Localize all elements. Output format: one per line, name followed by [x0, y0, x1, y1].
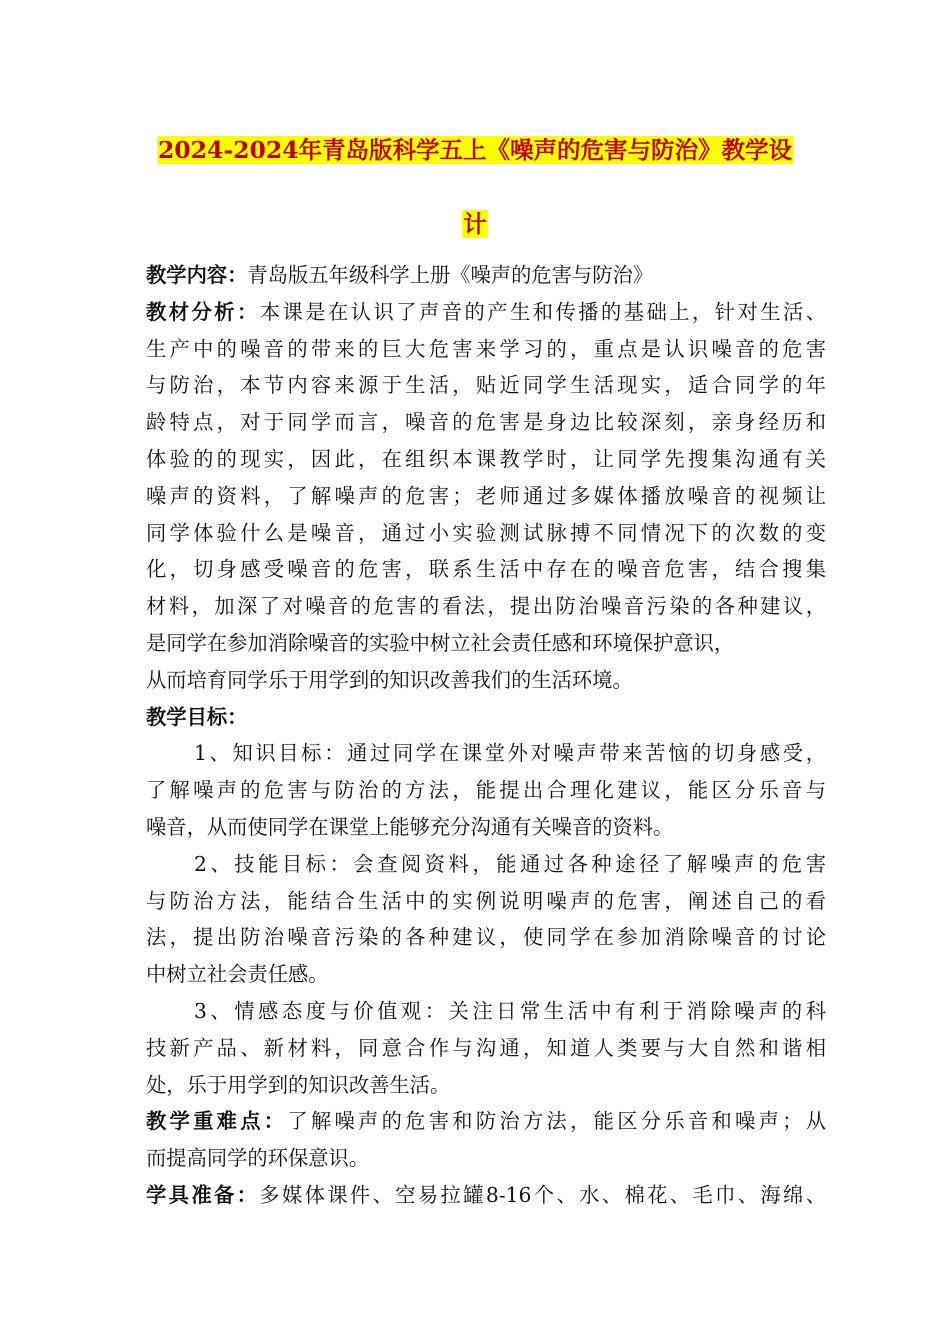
materials-line [146, 1177, 826, 1214]
analysis-line [146, 294, 826, 331]
analysis-line: 龄特点，对于同学而言，噪音的危害是身边比较深刻，亲身经历和 [146, 410, 826, 435]
teaching-content-text: 青岛版五年级科学上册《噪声的危害与防治》 [247, 263, 654, 287]
skill-goal-line: 与防治方法，能结合生活中的实例说明噪声的危害，阐述自己的看 [146, 888, 826, 913]
materials-text: 多媒体课件、空易拉罐8-16个、水、棉花、毛巾、海绵、 [259, 1182, 826, 1207]
analysis-line: 同学体验什么是噪音，通过小实验测试脉搏不同情况下的次数的变 [146, 520, 826, 545]
analysis-line: 体验的的现实，因此，在组织本课教学时，让同学先搜集沟通有关 [146, 446, 826, 471]
analysis-line: 噪声的资料，了解噪声的危害；老师通过多媒体播放噪音的视频让 [146, 483, 826, 508]
analysis-line: 材料，加深了对噪音的危害的看法，提出防治噪音污染的各种建议， [146, 594, 826, 619]
keypoints-line [146, 1103, 826, 1140]
attitude-goal-line: 3、情感态度与价值观：关注日常生活中有利于消除噪声的科 [194, 998, 826, 1023]
keypoints-line: 而提高同学的环保意识。 [146, 1146, 370, 1171]
analysis-line: 化，切身感受噪音的危害，联系生活中存在的噪音危害，结合搜集 [146, 557, 826, 582]
goals-label: 教学目标： [146, 704, 248, 729]
document-title-continued [0, 207, 950, 241]
analysis-line: 与防治，本节内容来源于生活，贴近同学生活现实，适合同学的年 [146, 373, 826, 398]
document-title [0, 133, 950, 167]
teaching-content-label: 教学内容： [146, 263, 248, 287]
title-line-2: 计 [463, 210, 487, 238]
analysis-line: 生产中的噪音的带来的巨大危害来学习的，重点是认识噪音的危害 [146, 336, 826, 361]
knowledge-goal-line: 噪音，从而使同学在课堂上能够充分沟通有关噪音的资料。 [146, 814, 674, 839]
analysis-line: 从而培育同学乐于用学到的知识改善我们的生活环境。 [146, 667, 633, 692]
keypoints-label: 教学重难点： [146, 1109, 288, 1134]
skill-goal-line: 2、技能目标：会查阅资料，能通过各种途径了解噪声的危害 [194, 851, 826, 876]
analysis-label: 教材分析： [146, 299, 260, 324]
knowledge-goal-line: 1、知识目标：通过同学在课堂外对噪声带来苦恼的切身感受， [194, 741, 826, 766]
teaching-content [146, 257, 826, 294]
knowledge-goal-line: 了解噪声的危害与防治的方法，能提出合理化建议，能区分乐音与 [146, 778, 826, 803]
skill-goal-line: 法，提出防治噪音污染的各种建议，使同学在参加消除噪音的讨论 [146, 925, 826, 950]
document-body [146, 257, 826, 1214]
attitude-goal-line: 技新产品、新材料，同意合作与沟通，知道人类要与大自然和谐相 [146, 1035, 826, 1060]
skill-goal-line: 中树立社会责任感。 [146, 962, 329, 987]
analysis-text: 本课是在认识了声音的产生和传播的基础上，针对生活、 [259, 299, 826, 324]
analysis-line: 是同学在参加消除噪音的实验中树立社会责任感和环境保护意识， [146, 630, 735, 655]
keypoints-text: 了解噪声的危害和防治方法，能区分乐音和噪声；从 [287, 1109, 826, 1134]
title-line-1: 2024-2024年青岛版科学五上《噪声的危害与防治》教学设 [157, 136, 793, 164]
materials-label: 学具准备： [146, 1182, 260, 1207]
attitude-goal-line: 处，乐于用学到的知识改善生活。 [146, 1072, 451, 1097]
